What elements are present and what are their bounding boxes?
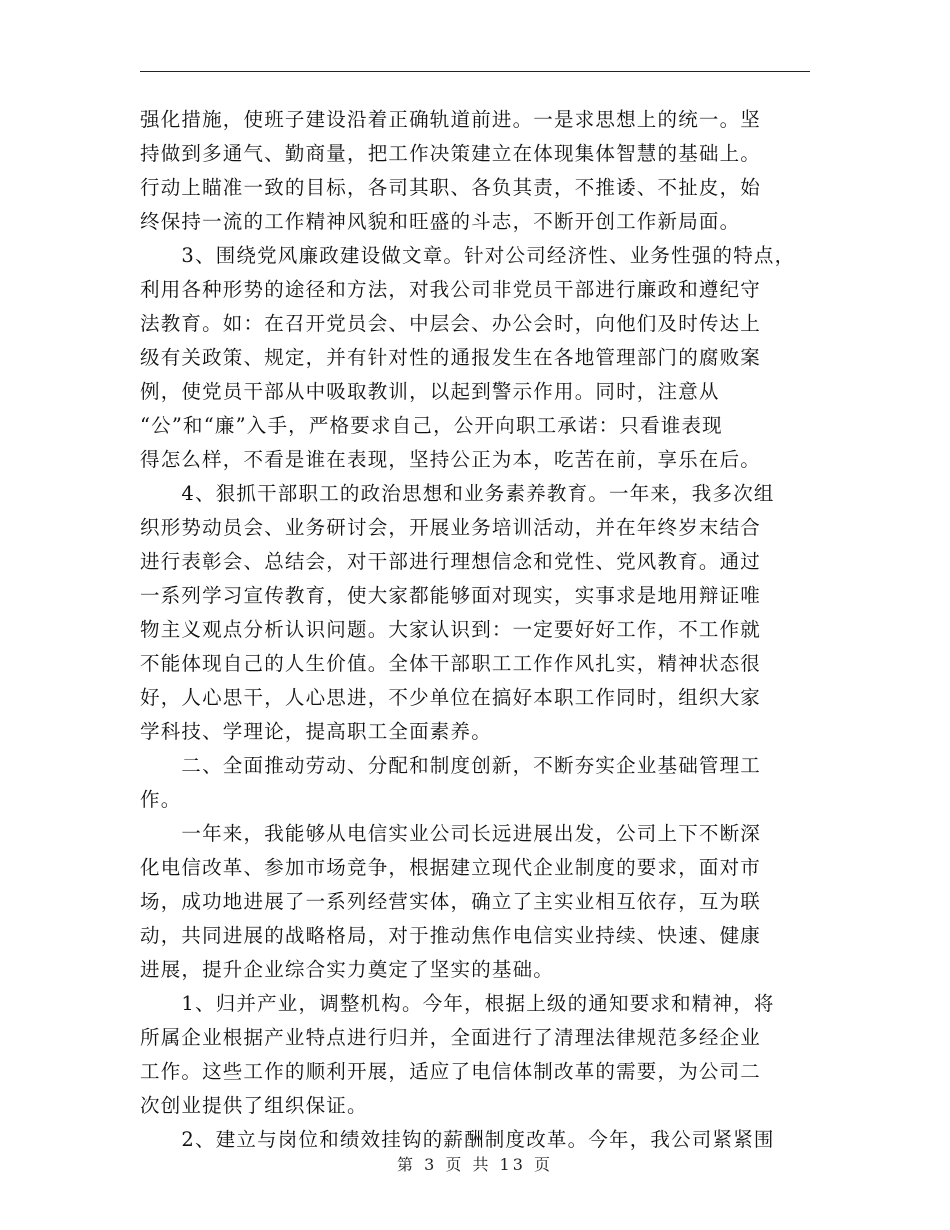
text-line: 利用各种形势的途径和方法，对我公司非党员干部进行廉政和遵纪守 xyxy=(140,278,762,301)
text-line: 4、狠抓干部职工的政治思想和业务素养教育。一年来，我多次组 xyxy=(140,482,775,505)
text-line: 例，使党员干部从中吸取教训，以起到警示作用。同时，注意从 xyxy=(140,380,720,403)
text-line: 不能体现自己的人生价值。全体干部职工工作作风扎实，精神状态很 xyxy=(140,652,762,675)
text-line: 物主义观点分析认识问题。大家认识到：一定要好好工作，不工作就 xyxy=(140,618,762,641)
text-line: 织形势动员会、业务研讨会，开展业务培训活动，并在年终岁末结合 xyxy=(140,516,762,539)
text-line: 1、归并产业，调整机构。今年，根据上级的通知要求和精神，将 xyxy=(140,992,775,1015)
document-body xyxy=(140,103,820,1157)
text-line: 一年来，我能够从电信实业公司长远进展出发，公司上下不断深 xyxy=(140,822,762,845)
text-line: 化电信改革、参加市场竞争，根据建立现代企业制度的要求，面对市 xyxy=(140,856,762,879)
text-line: 场，成功地进展了一系列经营实体，确立了主实业相互依存，互为联 xyxy=(140,890,762,913)
header-rule xyxy=(140,71,810,72)
text-line: 级有关政策、规定，并有针对性的通报发生在各地管理部门的腐败案 xyxy=(140,346,762,369)
page-number-footer: 第 3 页 共 13 页 xyxy=(397,1155,553,1174)
text-line: 得怎么样，不看是谁在表现，坚持公正为本，吃苦在前，享乐在后。 xyxy=(140,448,762,471)
text-line: 作。 xyxy=(140,788,182,811)
text-line: 好，人心思干，人心思进，不少单位在搞好本职工作同时，组织大家 xyxy=(140,686,762,709)
text-line: 进展，提升企业综合实力奠定了坚实的基础。 xyxy=(140,958,555,981)
text-line: 进行表彰会、总结会，对干部进行理想信念和党性、党风教育。通过 xyxy=(140,550,762,573)
text-line: 工作。这些工作的顺利开展，适应了电信体制改革的需要，为公司二 xyxy=(140,1060,762,1083)
text-line: 学科技、学理论，提高职工全面素养。 xyxy=(140,720,492,743)
text-line: 二、全面推动劳动、分配和制度创新，不断夯实企业基础管理工 xyxy=(140,754,762,777)
text-line: 次创业提供了组织保证。 xyxy=(140,1094,368,1117)
text-line: 强化措施，使班子建设沿着正确轨道前进。一是求思想上的统一。坚 xyxy=(140,108,762,131)
text-line: 行动上瞄准一致的目标，各司其职、各负其责，不推诿、不扯皮，始 xyxy=(140,176,762,199)
text-line: 终保持一流的工作精神风貌和旺盛的斗志，不断开创工作新局面。 xyxy=(140,210,741,233)
text-line: 2、建立与岗位和绩效挂钩的薪酬制度改革。今年，我公司紧紧围 xyxy=(140,1128,775,1151)
text-line: 持做到多通气、勤商量，把工作决策建立在体现集体智慧的基础上。 xyxy=(140,142,762,165)
text-line: 法教育。如：在召开党员会、中层会、办公会时，向他们及时传达上 xyxy=(140,312,762,335)
text-line: 所属企业根据产业特点进行归并，全面进行了清理法律规范多经企业 xyxy=(140,1026,762,1049)
text-line: “公”和“廉”入手，严格要求自己，公开向职工承诺：只看谁表现 xyxy=(140,414,723,437)
text-line: 动，共同进展的战略格局，对于推动焦作电信实业持续、快速、健康 xyxy=(140,924,762,947)
text-line: 3、围绕党风廉政建设做文章。针对公司经济性、业务性强的特点， xyxy=(140,244,796,267)
text-line: 一系列学习宣传教育，使大家都能够面对现实，实事求是地用辩证唯 xyxy=(140,584,762,607)
